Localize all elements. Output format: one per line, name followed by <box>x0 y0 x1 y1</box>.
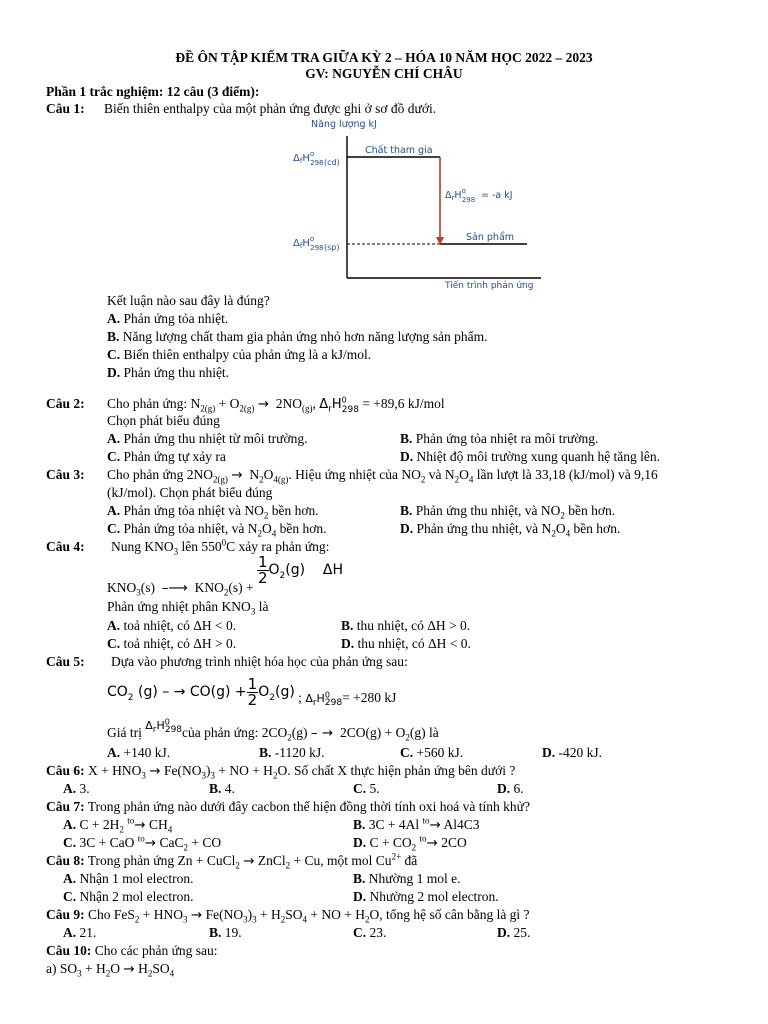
question-6-option-c: C. 5. <box>353 781 380 796</box>
question-9: Câu 9: Cho $FeS_2 + HNO_3 \to Fe(NO_3)_3 + H_2SO_4$ + NO + $H_2O$, tổng hệ số cân bằng là gì ? <box>46 907 530 925</box>
product-level-label: (sp) <box>324 243 340 252</box>
question-2-option-b: B. Phản ứng tỏa nhiệt ra môi trường. <box>400 431 599 446</box>
question-6-option-b: B. 4. <box>209 781 235 796</box>
enthalpy-diagram <box>283 116 545 292</box>
question-6-option-d: D. 6. <box>497 781 524 796</box>
question-1-stem: Biến thiên enthalpy của một phản ứng được ghi ở sơ đồ dưới. <box>104 101 437 116</box>
reaction-enthalpy-symbol: $\Delta_rH^o$ 298 <box>445 187 476 204</box>
question-5-option-a: A. +140 kJ. <box>107 745 171 760</box>
question-9-option-a: A. 21. <box>63 925 97 940</box>
question-8: Câu 8: Trong phản ứng Zn + CuCl$_2$ → ZnCl$_2$ + Cu, một mol $Cu^{2+}$ đã <box>46 851 418 871</box>
question-7-option-c: C. 3C + CaO $^{to}$→ CaC$_2$ + CO <box>63 833 222 853</box>
question-6-label: Câu 6: <box>46 763 85 778</box>
reactant-enthalpy-symbol: $\Delta_fH^o$ 298 <box>293 150 324 167</box>
question-1-option-c: C. Biến thiên enthalpy của phản ứng là a kJ/mol. <box>107 347 372 362</box>
question-5 <box>46 654 408 670</box>
question-7-option-a: A. $C + 2H_2$ $^{to}\to CH_4$ <box>63 815 173 835</box>
question-5-stem: Dựa vào phương trình nhiệt hóa học của phản ứng sau: <box>111 654 408 669</box>
question-5-label: Câu 5: <box>46 654 85 669</box>
teacher-name: GV: NGUYỄN CHÍ CHÂU <box>305 66 463 81</box>
question-8-option-a: A. Nhận 1 mol electron. <box>63 871 194 886</box>
document-title: ĐỀ ÔN TẬP KIẾM TRA GIỮA KỲ 2 – HÓA 10 NĂM HỌC 2022 – 2023 <box>175 50 593 65</box>
question-7-option-b: B. 3C + 4Al $^{to}$→ Al4C3 <box>353 815 480 833</box>
question-1-option-b: B. Năng lượng chất tham gia phản ứng nhỏ hơn năng lượng sản phẩm. <box>107 329 488 344</box>
reactant-level-label: (cd) <box>324 158 340 167</box>
enthalpy-change-arrow <box>436 157 444 245</box>
question-3-option-c: C. Phản ứng tỏa nhiệt, và $N_2O_4$ bền hơn. <box>107 521 327 539</box>
question-4-option-d: D. thu nhiệt, có ΔH < 0. <box>341 636 471 651</box>
question-4-option-a: A. toả nhiệt, có ΔH < 0. <box>107 618 237 633</box>
question-4-stem: Nung $KNO_3$ lên $550^0C$ xảy ra phản ứng: <box>111 537 330 557</box>
question-4-option-c: C. toả nhiệt, có ΔH > 0. <box>107 636 237 651</box>
section-heading: Phần 1 trắc nghiệm: 12 câu (3 điểm): <box>46 84 260 99</box>
question-2-value: = +89,6 kJ/mol <box>362 396 445 411</box>
question-10: Câu 10: Cho các phản ứng sau: <box>46 943 218 958</box>
question-2-option-a: A. Phản ứng thu nhiệt từ môi trường. <box>107 431 308 446</box>
question-7: Câu 7: Trong phản ứng nào dưới đây cacbon thể hiện đồng thời tính oxi hoá và tính khử? <box>46 799 530 814</box>
question-10-label: Câu 10: <box>46 943 92 958</box>
question-2-label: Câu 2: <box>46 396 85 411</box>
question-6: Câu 6: $X + HNO_3 \to Fe(NO_3)_3$ + NO + $H_2O$. Số chất X thực hiện phản ứng bên dưới ? <box>46 763 516 781</box>
x-axis-label: Tiến trình phản ứng <box>445 281 534 291</box>
question-1 <box>46 101 436 117</box>
question-5-option-b: B. -1120 kJ. <box>259 745 325 760</box>
question-3-option-a: A. Phản ứng tỏa nhiệt và $NO_2$ bền hơn. <box>107 503 319 521</box>
question-8-option-c: C. Nhận 2 mol electron. <box>63 889 194 904</box>
reactants-label: Chất tham gia <box>365 145 433 156</box>
question-2-equation: Cho phản ứng: $N_{2(g)} + O_{2(g)} \to 2NO_{(g)}$, $\Delta_rH^0_{298} = +89,6$ kJ/mol <box>107 395 445 415</box>
question-9-option-c: C. 23. <box>353 925 387 940</box>
question-1-option-d: D. Phản ứng thu nhiệt. <box>107 365 230 380</box>
product-enthalpy-symbol: $\Delta_fH^o$ 298 <box>293 235 324 252</box>
question-7-label: Câu 7: <box>46 799 85 814</box>
question-3-stem: Cho phản ứng $2NO_{2(g)} \to N_2O_{4(g)}$. Hiệu ứng nhiệt của $NO_2$ và $N_2O_4$ lần lượt là 33,18 (kJ/mol) và 9,16 <box>107 467 658 485</box>
question-2-prompt: Chọn phát biểu đúng <box>107 413 220 428</box>
question-9-label: Câu 9: <box>46 907 85 922</box>
question-2-option-c: C. Phản ứng tự xảy ra <box>107 449 226 464</box>
question-1-option-a: A. Phản ứng tỏa nhiệt. <box>107 311 229 326</box>
question-8-option-b: B. Nhường 1 mol e. <box>353 871 461 886</box>
y-axis-label: Năng lượng kJ <box>311 119 377 130</box>
question-3 <box>46 467 658 485</box>
question-4 <box>46 537 330 557</box>
question-4-option-b: B. thu nhiệt, có ΔH > 0. <box>341 618 471 633</box>
question-4-prompt: Phản ứng nhiệt phân $KNO_3$ là <box>107 599 269 617</box>
question-3-option-b: B. Phản ứng thu nhiệt, và $NO_2$ bền hơn. <box>400 503 616 521</box>
question-8-option-d: D. Nhường 2 mol electron. <box>353 889 499 904</box>
question-5-equation: $CO_2$ (g) – → CO(g) + $\frac{1}{2}$ $O_2(g)$ ; $\Delta_rH^0_{298}= +280$ kJ <box>107 675 397 710</box>
question-2 <box>46 395 445 415</box>
delta-value: = -a kJ <box>481 190 513 201</box>
question-3-option-d: D. Phản ứng thu nhiệt, và $N_2O_4$ bền hơn. <box>400 521 621 539</box>
question-3-label: Câu 3: <box>46 467 85 482</box>
question-1-prompt: Kết luận nào sau đây là đúng? <box>107 293 270 308</box>
question-6-option-a: A. 3. <box>63 781 90 796</box>
question-4-label: Câu 4: <box>46 539 85 554</box>
question-9-option-d: D. 25. <box>497 925 531 940</box>
products-label: Sản phẩm <box>466 232 515 243</box>
question-5-prompt: Giá trị $^{\Delta_rH^0_{298}}$của phản ứng: $2CO_2(g)$ – → $2CO(g) + O_2(g)$ là <box>107 717 439 743</box>
question-5-option-d: D. -420 kJ. <box>542 745 602 760</box>
question-8-label: Câu 8: <box>46 853 85 868</box>
question-10-reaction-a: a) $SO_3 + H_2O \to H_2SO_4$ <box>46 961 175 979</box>
question-4-equation: $KNO_3(s)$ –⟶ $KNO_2(s)$ + $\frac{1}{2}$ $O_2(g)$ ΔH <box>107 553 343 598</box>
question-5-option-c: C. +560 kJ. <box>400 745 464 760</box>
question-9-option-b: B. 19. <box>209 925 242 940</box>
question-3-stem-continued: (kJ/mol). Chọn phát biểu đúng <box>107 485 273 500</box>
question-7-option-d: D. $C + CO_2$ $^{to}$→ 2CO <box>353 833 467 853</box>
question-2-option-d: D. Nhiệt độ môi trường xung quanh hệ tăng lên. <box>400 449 661 464</box>
question-1-label: Câu 1: <box>46 101 85 116</box>
question-5-value: = +280 kJ <box>342 690 397 705</box>
